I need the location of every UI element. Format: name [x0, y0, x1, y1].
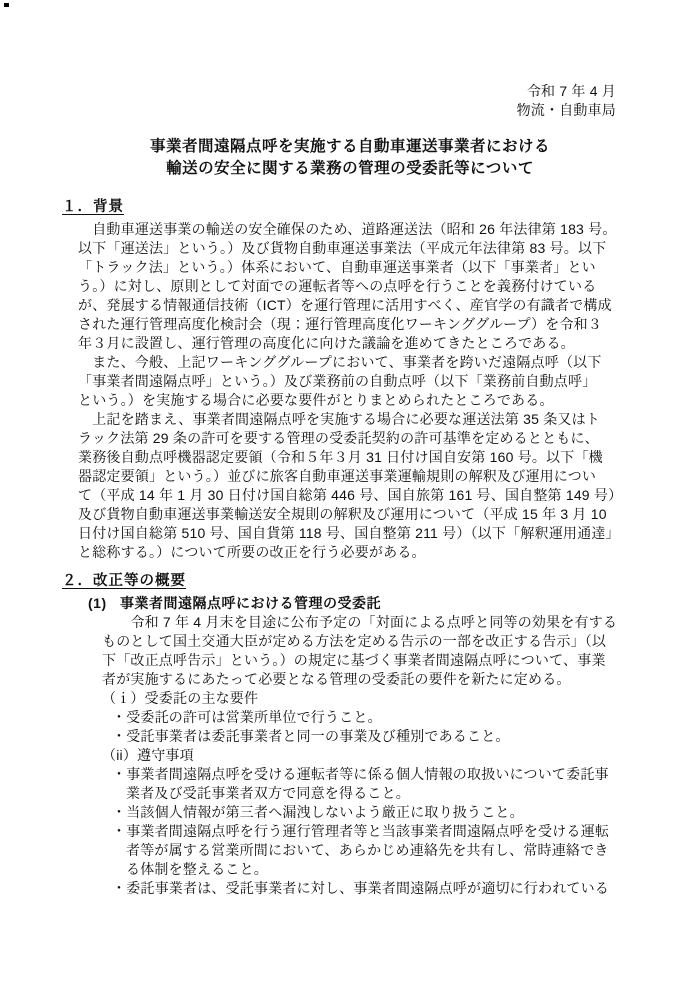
- document-header: [0, 0, 700, 120]
- item-ii-label: （ii）遵守事項: [102, 747, 194, 763]
- bullet-item: ・当該個人情報が第三者へ漏洩しないよう厳正に取り扱うこと。: [112, 804, 524, 820]
- bullet-item: ・事業者間遠隔点呼を受ける運転者等に係る個人情報の取扱いについて委託事: [112, 766, 609, 782]
- section2-heading: ２．改正等の概要: [62, 573, 186, 589]
- section1-line: 「事業者間遠隔点呼」という。）及び業務前の自動点呼（以下「業務前自動点呼」: [78, 373, 597, 389]
- section1-body: [78, 220, 652, 562]
- section1-line: 年３月に設置し、運行管理の高度化に向けた議論を進めてきたところである。: [78, 335, 575, 351]
- section1-line: また、今般、上記ワーキンググループにおいて、事業者を跨いだ遠隔点呼（以下: [78, 354, 602, 370]
- bullet-continuation: る体制を整えること。: [126, 861, 268, 877]
- intro-line: 令和 7 年 4 月末を目途に公布予定の「対面による点呼と同等の効果を有する: [102, 614, 618, 630]
- section1-line: て（平成 14 年 1 月 30 日付け国自総第 446 号、国自旅第 161 号、国自整第 149 号）: [78, 487, 623, 503]
- section-background: [62, 196, 652, 562]
- section1-line: 以下「運送法」という。）及び貨物自動車運送事業法（平成元年法律第 83 号。以下: [78, 240, 607, 256]
- section1-line: された運行管理高度化検討会（現：運行管理高度化ワーキンググループ）を令和３: [78, 316, 602, 332]
- doc-title-line-2: 輸送の安全に関する業務の管理の受委託等について: [166, 160, 534, 177]
- section1-line: 上記を踏まえ、事業者間遠隔点呼を実施する場合に必要な運送法第 35 条又はト: [78, 411, 600, 427]
- section1-line: 日付け国自総第 510 号、国自貨第 118 号、国自整第 211 号）（以下「解釈運用通達」: [78, 525, 620, 541]
- section1-line: 及び貨物自動車運送事業輸送安全規則の解釈及び運用について（平成 15 年 3 月 10: [78, 506, 607, 522]
- subsection-number: (1): [88, 595, 107, 611]
- subsection-heading: 事業者間遠隔点呼における管理の受委託: [120, 595, 381, 611]
- section1-line: ラック法第 29 条の許可を要する管理の受委託契約の許可基準を定めるとともに、: [78, 430, 599, 446]
- bullet-item: ・受託事業者は委託事業者と同一の事業及び種別であること。: [112, 728, 510, 744]
- section1-line: 自動車運送事業の輸送の安全確保のため、道路運送法（昭和 26 年法律第 183 号。: [78, 221, 617, 237]
- intro-line: 下「改正点呼告示」という。）の規定に基づく事業者間遠隔点呼について、事業: [102, 652, 606, 668]
- scan-artifact: [4, 3, 9, 7]
- doc-title-line-1: 事業者間遠隔点呼を実施する自動車運送事業者における: [149, 138, 550, 155]
- section1-line: と総称する。）について所要の改正を行う必要がある。: [78, 544, 426, 560]
- subsection-1-heading-row: [88, 593, 652, 613]
- bullet-item: ・事業者間遠隔点呼を行う運行管理者等と当該事業者間遠隔点呼を受ける運転: [112, 823, 609, 839]
- section1-line: が、発展する情報通信技術（ICT）を運行管理に活用すべく、産官学の有識者で構成: [78, 297, 612, 313]
- bullet-continuation: 者等が属する営業所間において、あらかじめ連絡先を共有し、常時連絡でき: [126, 842, 609, 858]
- issue-date: 令和 7 年 4 月: [526, 83, 616, 99]
- bullet-item: ・受委託の許可は営業所単位で行うこと。: [112, 709, 382, 725]
- item-i-label: （ｉ）受委託の主な要件: [102, 690, 259, 706]
- subsection-1-intro: [102, 613, 652, 689]
- section-revision-overview: [62, 570, 652, 898]
- section1-line: 器認定要領」という。）並びに旅客自動車運送事業運輸規則の解釈及び運用につい: [78, 468, 597, 484]
- bullet-item: ・委託事業者は、受託事業者に対し、事業者間遠隔点呼が適切に行われている: [112, 880, 609, 896]
- bullet-continuation: 業者及び受託事業者双方で同意を得ること。: [126, 785, 410, 801]
- intro-line: 者が実施するにあたって必要となる管理の受委託の要件を新たに定める。: [102, 671, 571, 687]
- intro-line: ものとして国土交通大臣が定める方法を定める告示の一部を改正する告示」（以: [102, 633, 607, 649]
- issuing-bureau: 物流・自動車局: [516, 102, 616, 118]
- section1-heading: １．背景: [62, 199, 124, 215]
- document-title: [0, 136, 700, 180]
- section1-line: 「トラック法」という。）体系において、自動車運送事業者（以下「事業者」とい: [78, 259, 596, 275]
- section1-line: 業務後自動点呼機器認定要領（令和５年３月 31 日付け国自安第 160 号。以下「機: [78, 449, 603, 465]
- section1-line: う。）に対し、原則として対面での運転者等への点呼を行うことを義務付けている: [78, 278, 597, 294]
- section1-line: という。）を実施する場合に必要な要件がとりまとめられたところである。: [78, 392, 554, 408]
